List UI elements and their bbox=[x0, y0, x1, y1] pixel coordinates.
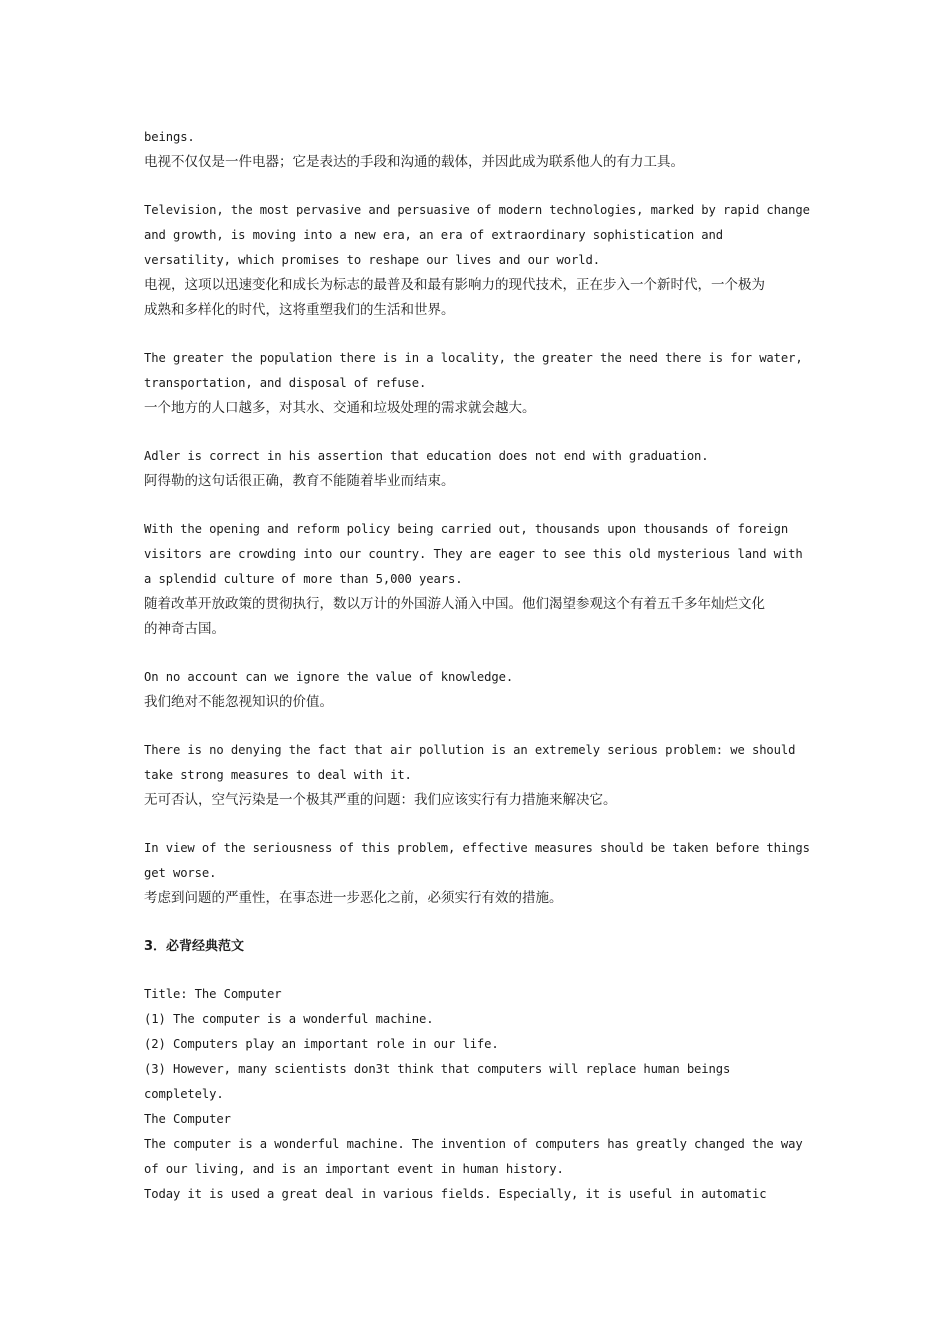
outline-item: (1) The computer is a wonderful machine. bbox=[144, 1012, 434, 1026]
sentence-block bbox=[144, 444, 824, 494]
chinese-line: 一个地方的人口越多，对其水、交通和垃圾处理的需求就会越大。 bbox=[144, 400, 536, 416]
english-line: take strong measures to deal with it. bbox=[144, 768, 412, 782]
chinese-line: 电视，这项以迅速变化和成长为标志的最普及和最有影响力的现代技术，正在步入一个新时代，一个极为 bbox=[144, 277, 765, 293]
section-heading: 3．必背经典范文 bbox=[144, 939, 245, 954]
english-line: transportation, and disposal of refuse. bbox=[144, 376, 427, 390]
english-line: In view of the seriousness of this problem, effective measures should be taken before things bbox=[144, 841, 810, 855]
english-line: Television, the most pervasive and persuasive of modern technologies, marked by rapid change bbox=[144, 203, 810, 217]
essay-title-line: Title: The Computer bbox=[144, 987, 282, 1001]
chinese-line: 的神奇古国。 bbox=[144, 621, 225, 637]
sentence-block bbox=[144, 125, 824, 175]
chinese-line: 我们绝对不能忽视知识的价值。 bbox=[144, 694, 333, 710]
essay bbox=[144, 982, 824, 1207]
chinese-line: 成熟和多样化的时代，这将重塑我们的生活和世界。 bbox=[144, 302, 455, 318]
essay-paragraph-line: of our living, and is an important event in human history. bbox=[144, 1162, 564, 1176]
english-line: a splendid culture of more than 5,000 years. bbox=[144, 572, 463, 586]
sentence-block bbox=[144, 836, 824, 911]
outline-item: (2) Computers play an important role in our life. bbox=[144, 1037, 499, 1051]
outline-item: (3) However, many scientists don3t think that computers will replace human beings bbox=[144, 1062, 731, 1076]
chinese-line: 电视不仅仅是一件电器；它是表达的手段和沟通的载体，并因此成为联系他人的有力工具。 bbox=[144, 154, 684, 170]
essay-heading: The Computer bbox=[144, 1112, 231, 1126]
english-line: Adler is correct in his assertion that education does not end with graduation. bbox=[144, 449, 709, 463]
chinese-line: 随着改革开放政策的贯彻执行，数以万计的外国游人涌入中国。他们渴望参观这个有着五千多年灿烂文化 bbox=[144, 596, 765, 612]
chinese-line: 无可否认，空气污染是一个极其严重的问题：我们应该实行有力措施来解决它。 bbox=[144, 792, 617, 808]
sentence-block bbox=[144, 517, 824, 642]
english-line: beings. bbox=[144, 130, 195, 144]
english-line: get worse. bbox=[144, 866, 217, 880]
english-line: and growth, is moving into a new era, an era of extraordinary sophistication and bbox=[144, 228, 724, 242]
chinese-line: 考虑到问题的严重性，在事态进一步恶化之前，必须实行有效的措施。 bbox=[144, 890, 563, 906]
document-page bbox=[144, 125, 824, 1207]
english-line: On no account can we ignore the value of knowledge. bbox=[144, 670, 514, 684]
essay-paragraph-line: Today it is used a great deal in various fields. Especially, it is useful in automatic bbox=[144, 1187, 767, 1201]
chinese-line: 阿得勒的这句话很正确，教育不能随着毕业而结束。 bbox=[144, 473, 455, 489]
sentence-block bbox=[144, 738, 824, 813]
sentence-block bbox=[144, 665, 824, 715]
outline-item: completely. bbox=[144, 1087, 224, 1101]
english-line: versatility, which promises to reshape our lives and our world. bbox=[144, 253, 600, 267]
english-line: visitors are crowding into our country. They are eager to see this old mysterious land with bbox=[144, 547, 803, 561]
english-line: There is no denying the fact that air pollution is an extremely serious problem: we should bbox=[144, 743, 796, 757]
sentence-block bbox=[144, 198, 824, 323]
essay-paragraph-line: The computer is a wonderful machine. The invention of computers has greatly changed the way bbox=[144, 1137, 803, 1151]
sentence-block bbox=[144, 346, 824, 421]
english-line: The greater the population there is in a locality, the greater the need there is for water, bbox=[144, 351, 803, 365]
english-line: With the opening and reform policy being carried out, thousands upon thousands of foreign bbox=[144, 522, 789, 536]
